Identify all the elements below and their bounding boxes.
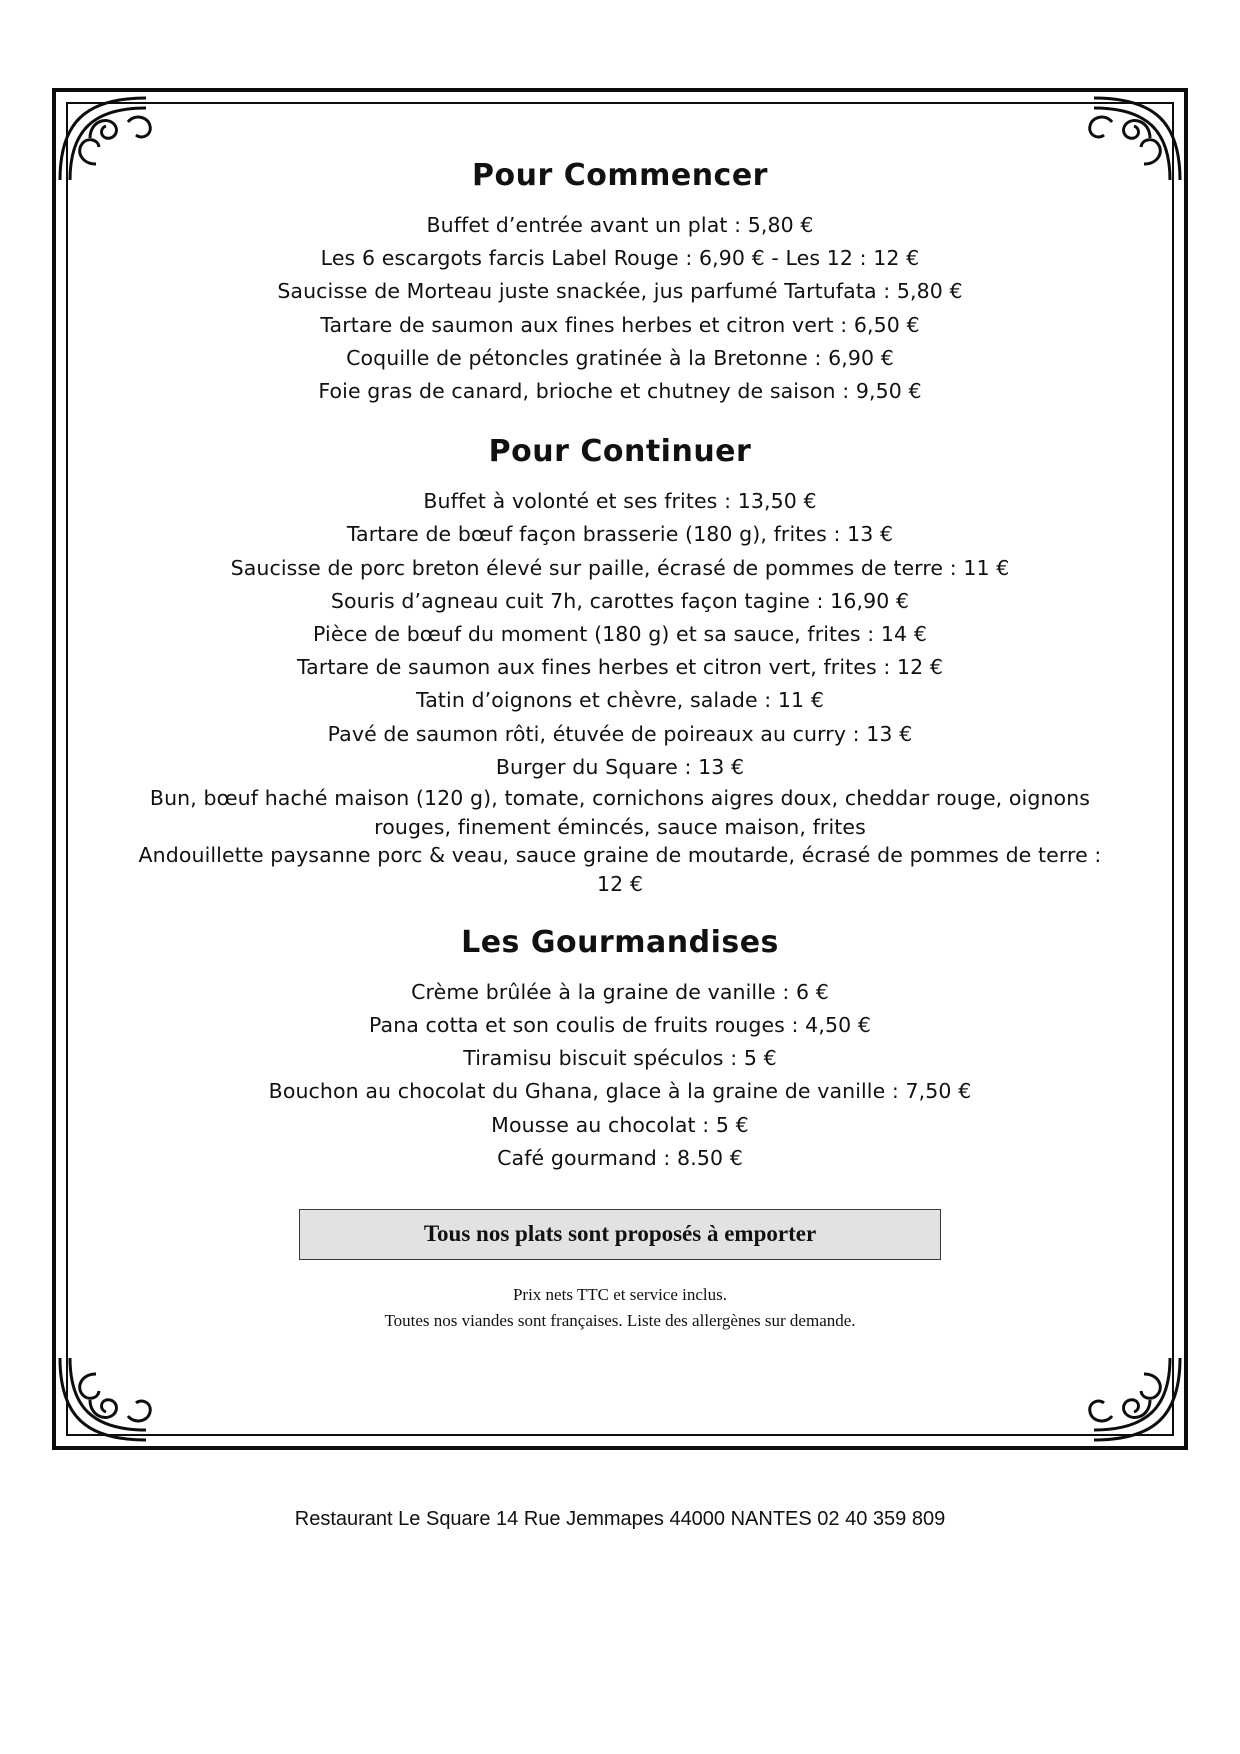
section-title-mains: Pour Continuer	[488, 434, 752, 470]
desserts-list	[120, 976, 1120, 1175]
menu-item: Café gourmand : 8.50 €	[497, 1145, 743, 1170]
menu-item: Pana cotta et son coulis de fruits rouges : 4,50 €	[368, 1013, 871, 1037]
menu-item: Mousse au chocolat : 5 €	[491, 1112, 749, 1137]
menu-item: Buffet à volonté et ses frites : 13,50 €	[423, 489, 817, 514]
menu-item: Saucisse de Morteau juste snackée, jus parfumé Tartufata : 5,80 €	[277, 279, 963, 304]
menu-item: Buffet d’entrée avant un plat : 5,80 €	[426, 213, 814, 237]
menu-item: Crème brûlée à la graine de vanille : 6 €	[411, 979, 829, 1004]
menu-item: Burger du Square : 13 €	[495, 754, 745, 779]
menu-item: Souris d’agneau cuit 7h, carottes façon tagine : 16,90 €	[330, 588, 910, 613]
section-title-starters: Pour Commencer	[472, 158, 768, 193]
menu-item: Tartare de saumon aux fines herbes et citron vert, frites : 12 €	[296, 655, 944, 680]
menu-item: Andouillette paysanne porc & veau, sauce graine de moutarde, écrasé de pommes de terre : 12 €	[138, 843, 1102, 897]
mains-list	[120, 485, 1120, 899]
fineprint-line-2: Toutes nos viandes sont françaises. Liste des allergènes sur demande.	[384, 1310, 856, 1330]
menu-item: Tartare de bœuf façon brasserie (180 g), frites : 13 €	[346, 522, 894, 547]
menu-item: Les 6 escargots farcis Label Rouge : 6,90 € - Les 12 : 12 €	[320, 246, 920, 271]
takeaway-notice: Tous nos plats sont proposés à emporter	[299, 1209, 941, 1260]
menu-item-description: Bun, bœuf haché maison (120 g), tomate, cornichons aigres doux, cheddar rouge, oignons rouges, finement émincés, sauce maison, frites	[149, 786, 1091, 839]
menu-item: Tartare de saumon aux fines herbes et citron vert : 6,50 €	[320, 312, 920, 337]
menu-item: Saucisse de porc breton élevé sur paille, écrasé de pommes de terre : 11 €	[230, 555, 1010, 580]
menu-item: Tiramisu biscuit spéculos : 5 €	[463, 1046, 777, 1071]
starters-list	[120, 209, 1120, 408]
menu-item: Pavé de saumon rôti, étuvée de poireaux au curry : 13 €	[327, 721, 913, 746]
fineprint	[120, 1282, 1120, 1333]
restaurant-address-footer: Restaurant Le Square 14 Rue Jemmapes 44000 NANTES 02 40 359 809	[294, 1508, 946, 1530]
section-title-desserts: Les Gourmandises	[461, 924, 779, 960]
menu-item: Bouchon au chocolat du Ghana, glace à la graine de vanille : 7,50 €	[268, 1079, 972, 1104]
menu-content	[120, 130, 1120, 1420]
menu-item: Tatin d’oignons et chèvre, salade : 11 €	[416, 688, 824, 713]
menu-item: Foie gras de canard, brioche et chutney de saison : 9,50 €	[318, 379, 922, 404]
fineprint-line-1: Prix nets TTC et service inclus.	[512, 1285, 728, 1305]
menu-item: Coquille de pétoncles gratinée à la Bretonne : 6,90 €	[346, 345, 894, 370]
menu-item: Pièce de bœuf du moment (180 g) et sa sauce, frites : 14 €	[313, 622, 927, 647]
